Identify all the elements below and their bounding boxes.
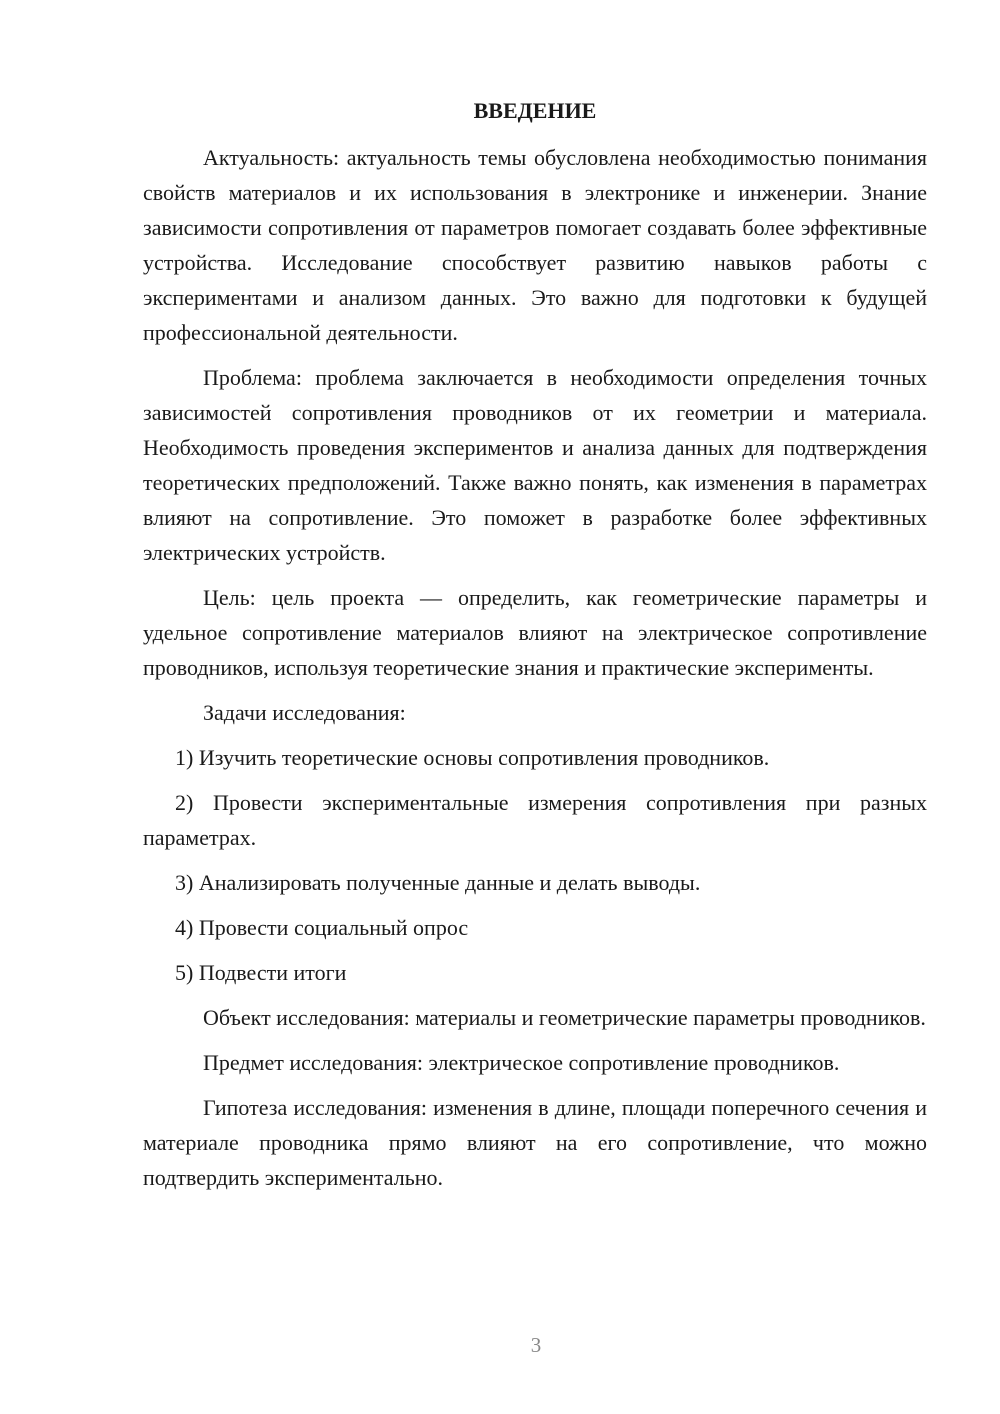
paragraph-relevance: Актуальность: актуальность темы обусловлена необходимостью понимания свойств материалов и их использования в электронике и инженерии. Знание зависимости сопротивления от параметров помогает создавать более эффективные устройства. Исследование способствует развитию навыков работы с экспериментами и анализом данных. Это важно для подготовки к будущей профессиональной деятельности. bbox=[143, 145, 927, 345]
task-item-5: 5) Подвести итоги bbox=[175, 960, 347, 985]
task-item-4: 4) Провести социальный опрос bbox=[175, 915, 469, 940]
paragraph-goal: Цель: цель проекта — определить, как геометрические параметры и удельное сопротивление материалов влияют на электрическое сопротивление проводников, используя теоретические знания и практические эксперименты. bbox=[143, 585, 927, 680]
task-item-2: 2) Провести экспериментальные измерения сопротивления при разных параметрах. bbox=[143, 790, 927, 850]
paragraph-problem: Проблема: проблема заключается в необходимости определения точных зависимостей сопротивления проводников от их геометрии и материала. Необходимость проведения экспериментов и анализа данных для подтверждения теоретических предположений. Также важно понять, как изменения в параметрах влияют на сопротивление. Это поможет в разработке более эффективных электрических устройств. bbox=[143, 365, 927, 565]
page-number: 3 bbox=[530, 1333, 542, 1357]
paragraph-hypothesis: Гипотеза исследования: изменения в длине, площади поперечного сечения и материале проводника прямо влияют на его сопротивление, что можно подтвердить экспериментально. bbox=[143, 1095, 927, 1190]
task-item-1: 1) Изучить теоретические основы сопротивления проводников. bbox=[175, 745, 770, 770]
paragraph-subject: Предмет исследования: электрическое сопротивление проводников. bbox=[203, 1050, 840, 1075]
task-item-3: 3) Анализировать полученные данные и делать выводы. bbox=[175, 870, 701, 895]
section-title: ВВЕДЕНИЕ bbox=[473, 98, 597, 123]
page-content bbox=[143, 93, 927, 1205]
tasks-heading: Задачи исследования: bbox=[203, 700, 406, 725]
paragraph-object: Объект исследования: материалы и геометрические параметры проводников. bbox=[203, 1005, 926, 1030]
